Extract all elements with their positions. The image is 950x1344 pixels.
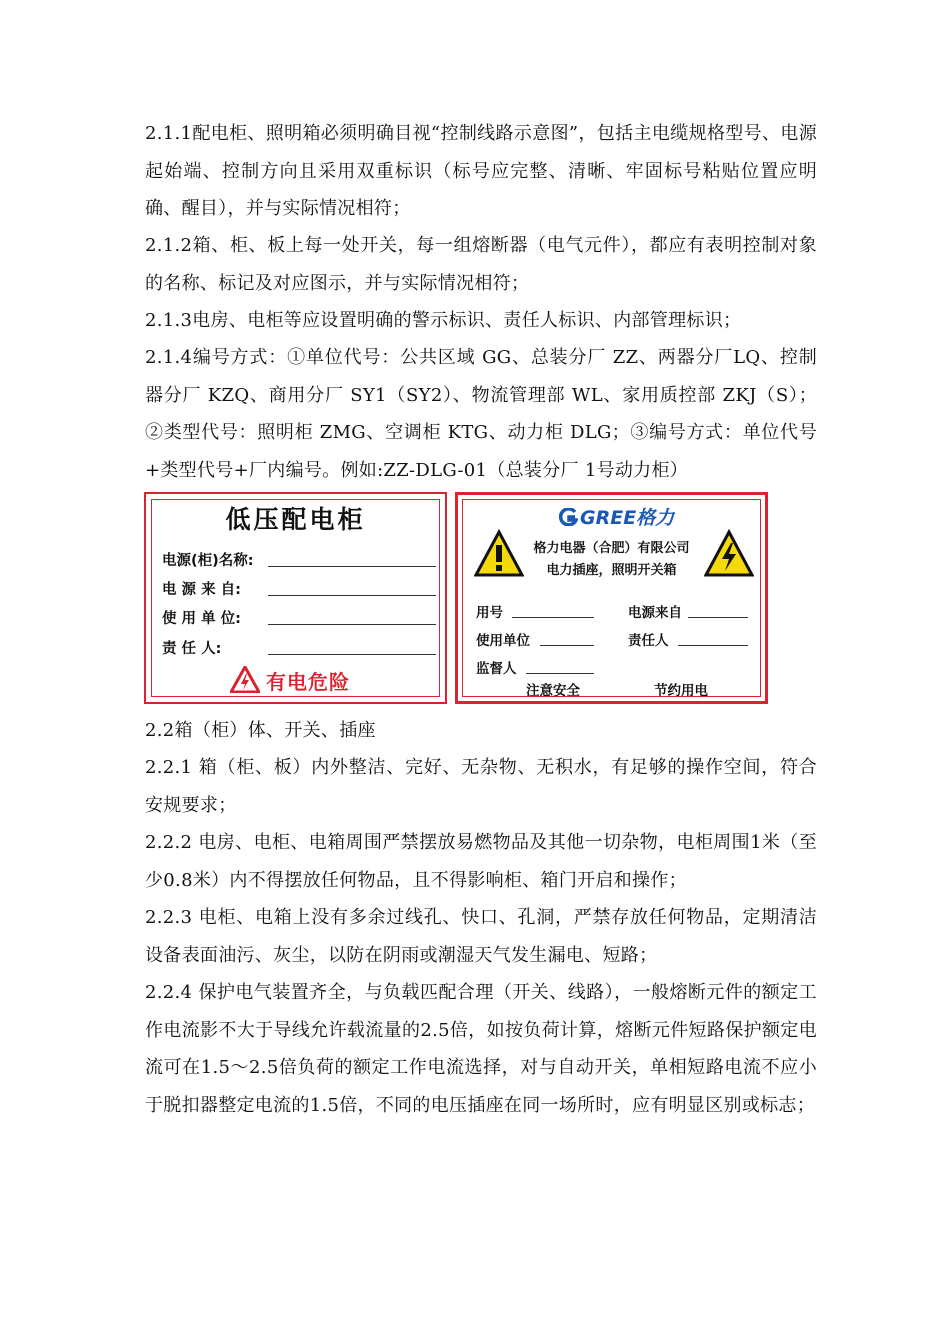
- paragraph-2-1-3: 2.1.3电房、电柜等应设置明确的警示标识、责任人标识、内部管理标识；: [145, 310, 742, 331]
- field-line: [268, 595, 436, 596]
- paragraph-2-2-1: 2.2.1 箱（柜、板）内外整洁、完好、无杂物、无积水，有足够的操作空间，符合安规要求；: [145, 757, 817, 816]
- label-field-power-name: 电源(柜)名称:: [162, 553, 254, 569]
- field-supervisor-label: 监督人: [476, 661, 517, 677]
- field-line: [688, 617, 748, 618]
- gree-logo-icon: [558, 508, 578, 526]
- paragraph-2-2-3: 2.2.3 电柜、电箱上没有多余过线孔、快口、孔洞，严禁存放任何物品，定期清洁设备表面油污、灰尘，以防在阴雨或潮湿天气发生漏电、短路；: [145, 907, 817, 966]
- gree-logo: GREE格力: [558, 503, 674, 530]
- label-samples-figure: [144, 492, 768, 704]
- field-source-label: 电源来自: [628, 605, 682, 621]
- paragraph-2-2-2: 2.2.2 电房、电柜、电箱周围严禁摆放易燃物品及其他一切杂物，电柜周围1米（至少0.8米）内不得摆放任何物品，且不得影响柜、箱门开启和操作；: [145, 832, 817, 891]
- field-line: [512, 617, 594, 618]
- electric-shock-warning-icon: [704, 529, 754, 579]
- electric-hazard-icon: [230, 666, 260, 693]
- field-owner-label: 责任人: [628, 633, 669, 649]
- field-line: [678, 645, 748, 646]
- label-title: 低压配电柜: [225, 505, 366, 534]
- paragraph-2-1-1: 2.1.1配电柜、照明箱必须明确目视“控制线路示意图”，包括主电缆规格型号、电源起始端、控制方向且采用双重标识（标号应完整、清晰、牢固标号粘贴位置应明确、醒目），并与实际情况相符；: [145, 123, 817, 219]
- section-heading-2-2: 2.2箱（柜）体、开关、插座: [145, 720, 376, 741]
- label-subtitle: 电力插座，照明开关箱: [546, 563, 677, 578]
- footer-safety-text: 注意安全: [526, 683, 580, 699]
- field-line: [268, 566, 436, 567]
- label-field-source: 电 源 来 自:: [162, 582, 241, 598]
- label-field-unit: 使 用 单 位:: [162, 611, 241, 627]
- field-line: [268, 654, 436, 655]
- label-field-owner: 责 任 人:: [162, 641, 222, 657]
- paragraph-2-2-4: 2.2.4 保护电气装置齐全，与负载匹配合理（开关、线路），一般熔断元件的额定工作电流影不大于导线允许载流量的2.5倍，如按负荷计算，熔断元件短路保护额定电流可在1.5～2.5倍负荷的额定工作电流选择，对与自动开关，单相短路电流不应小于脱扣器整定电流的1.5倍，不同的电压插座在同一场所时，应有明显区别或标志；: [145, 982, 817, 1116]
- field-unit-label: 使用单位: [476, 633, 530, 649]
- field-line: [540, 645, 594, 646]
- paragraph-2-1-2: 2.1.2箱、柜、板上每一处开关，每一组熔断器（电气元件），都应有表明控制对象的名称、标记及对应图示，并与实际情况相符；: [145, 235, 817, 294]
- gree-switch-box-label: [455, 492, 768, 704]
- footer-save-power-text: 节约用电: [654, 683, 708, 699]
- paragraph-2-1-4: 2.1.4编号方式：①单位代号：公共区域 GG、总装分厂 ZZ、两器分厂LQ、控制器分厂 KZQ、商用分厂 SY1（SY2）、物流管理部 WL、家用质控部 ZKJ（S）；②类型代号：照明柜 ZMG、空调柜 KTG、动力柜 DLG；③编号方式：单位代号+类型代号+厂内编号。例如:ZZ-DLG-01（总装分厂 1号动力柜）: [145, 347, 817, 481]
- danger-text: 有电危险: [266, 670, 350, 694]
- field-line: [268, 624, 436, 625]
- low-voltage-cabinet-label: [144, 492, 447, 704]
- company-name: 格力电器（合肥）有限公司: [533, 541, 690, 556]
- field-line: [526, 673, 594, 674]
- field-usage-label: 用号: [476, 605, 503, 621]
